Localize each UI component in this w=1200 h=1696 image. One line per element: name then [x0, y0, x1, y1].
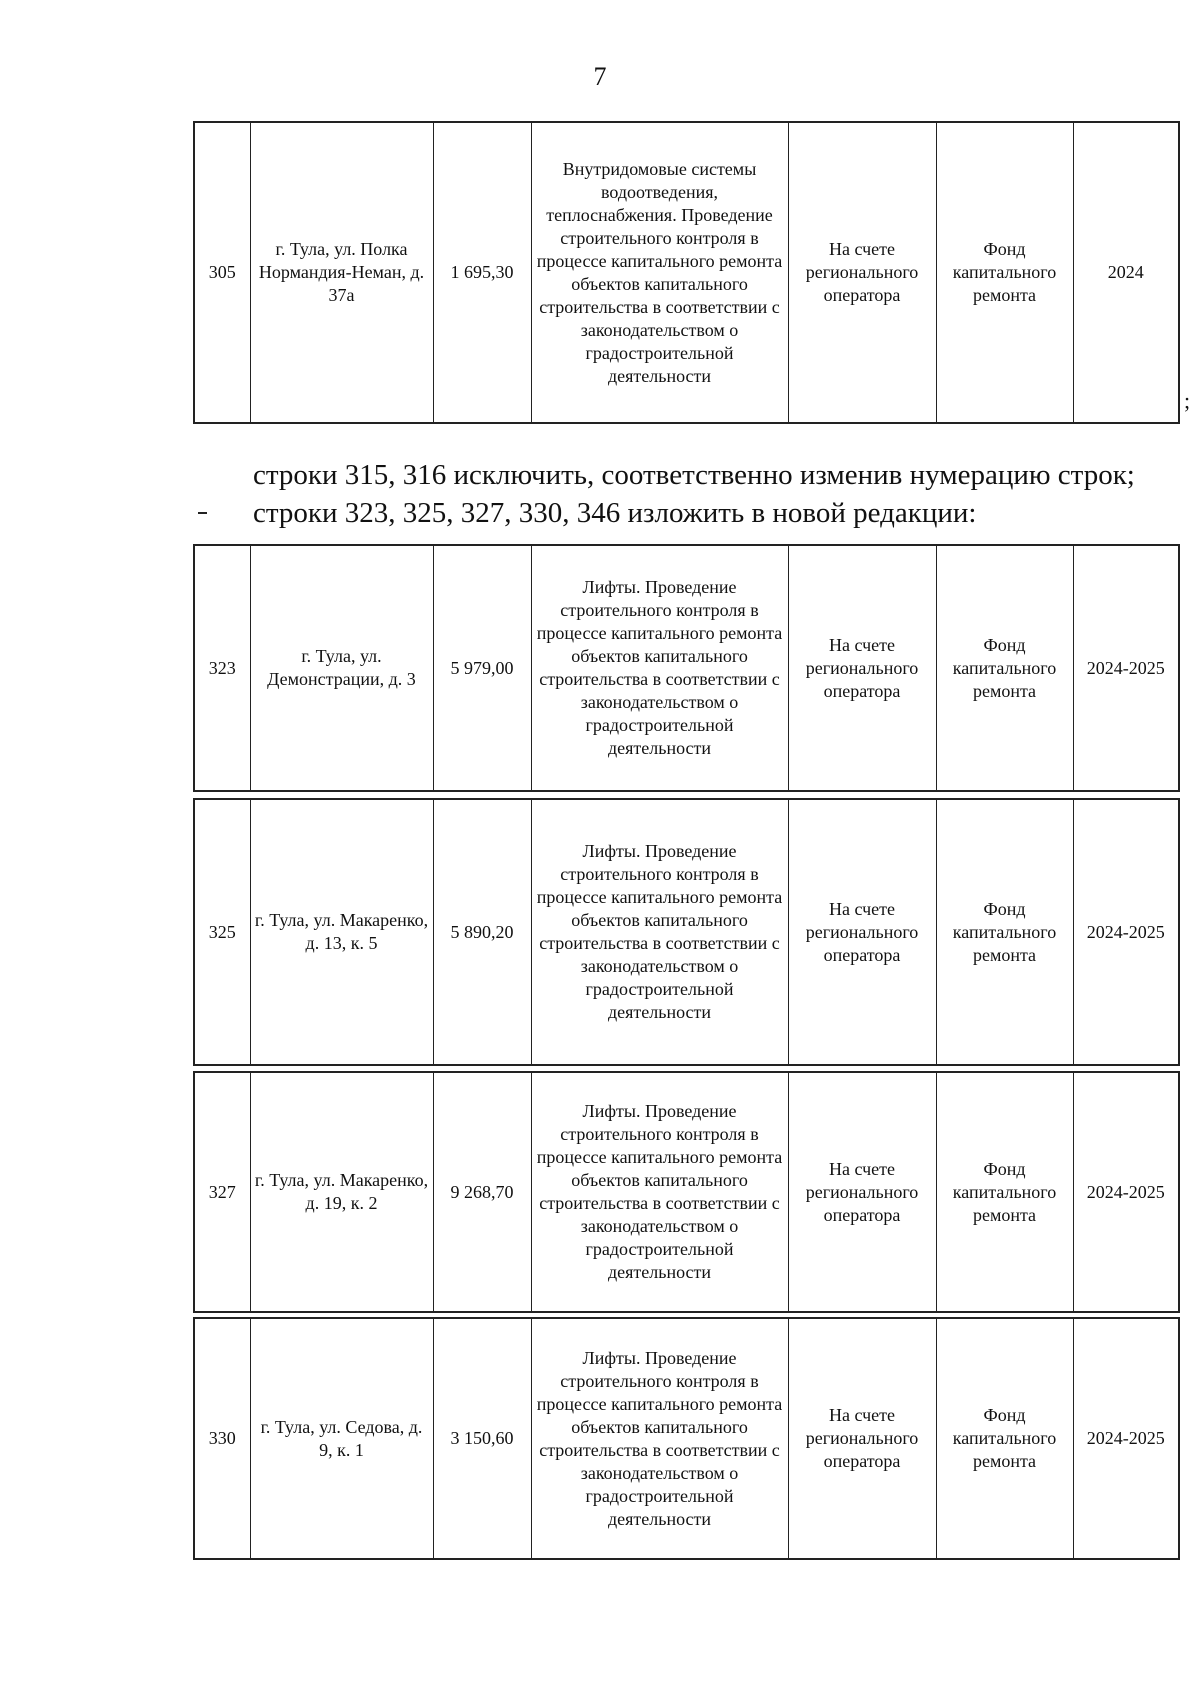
table-row: [194, 122, 1179, 423]
table-row: [194, 545, 1179, 791]
account: На счете регионального оператора: [788, 1072, 936, 1312]
years: 2024-2025: [1073, 545, 1179, 791]
work-description: Лифты. Проведение строительного контроля в процессе капитального ремонта объектов капитального строительства в соответствии с законодательством о градостроительной деятельности: [531, 1318, 788, 1559]
row-number: 330: [194, 1318, 250, 1559]
area: 5 890,20: [433, 799, 531, 1065]
address: г. Тула, ул. Полка Нормандия-Неман, д. 37а: [250, 122, 433, 423]
table-row-305: [193, 121, 1180, 424]
account: На счете регионального оператора: [788, 1318, 936, 1559]
row-number: 327: [194, 1072, 250, 1312]
work-description: Лифты. Проведение строительного контроля в процессе капитального ремонта объектов капитального строительства в соответствии с законодательством о градостроительной деятельности: [531, 799, 788, 1065]
row-number: 305: [194, 122, 250, 423]
table-row-323: [193, 544, 1180, 792]
trailing-semicolon: ;: [1184, 388, 1191, 413]
years: 2024-2025: [1073, 1318, 1179, 1559]
table-row-327: [193, 1071, 1180, 1313]
work-description: Внутридомовые системы водоотведения, теплоснабжения. Проведение строительного контроля в процессе капитального ремонта объектов капитального строительства в соответствии с законодательством о градостроительной деятельности: [531, 122, 788, 423]
instruction-line-1: строки 315, 316 исключить, соответственно изменив нумерацию строк;: [253, 459, 1135, 491]
work-description: Лифты. Проведение строительного контроля в процессе капитального ремонта объектов капитального строительства в соответствии с законодательством о градостроительной деятельности: [531, 545, 788, 791]
table-row-325: [193, 798, 1180, 1066]
fund: Фонд капитального ремонта: [936, 545, 1073, 791]
account: На счете регионального оператора: [788, 545, 936, 791]
amendment-instructions: [253, 456, 1173, 532]
address: г. Тула, ул. Седова, д. 9, к. 1: [250, 1318, 433, 1559]
page-number: 7: [593, 62, 607, 91]
area: 1 695,30: [433, 122, 531, 423]
years: 2024: [1073, 122, 1179, 423]
fund: Фонд капитального ремонта: [936, 1072, 1073, 1312]
margin-dash: [198, 512, 207, 514]
years: 2024-2025: [1073, 799, 1179, 1065]
area: 3 150,60: [433, 1318, 531, 1559]
area: 5 979,00: [433, 545, 531, 791]
table-row: [194, 1072, 1179, 1312]
area: 9 268,70: [433, 1072, 531, 1312]
work-description: Лифты. Проведение строительного контроля в процессе капитального ремонта объектов капитального строительства в соответствии с законодательством о градостроительной деятельности: [531, 1072, 788, 1312]
years: 2024-2025: [1073, 1072, 1179, 1312]
fund: Фонд капитального ремонта: [936, 122, 1073, 423]
account: На счете регионального оператора: [788, 799, 936, 1065]
account: На счете регионального оператора: [788, 122, 936, 423]
table-row-330: [193, 1317, 1180, 1560]
instruction-line-2: строки 323, 325, 327, 330, 346 изложить в новой редакции:: [253, 497, 977, 529]
fund: Фонд капитального ремонта: [936, 1318, 1073, 1559]
row-number: 323: [194, 545, 250, 791]
row-number: 325: [194, 799, 250, 1065]
address: г. Тула, ул. Макаренко, д. 19, к. 2: [250, 1072, 433, 1312]
table-row: [194, 799, 1179, 1065]
fund: Фонд капитального ремонта: [936, 799, 1073, 1065]
address: г. Тула, ул. Демонстрации, д. 3: [250, 545, 433, 791]
table-row: [194, 1318, 1179, 1559]
address: г. Тула, ул. Макаренко, д. 13, к. 5: [250, 799, 433, 1065]
